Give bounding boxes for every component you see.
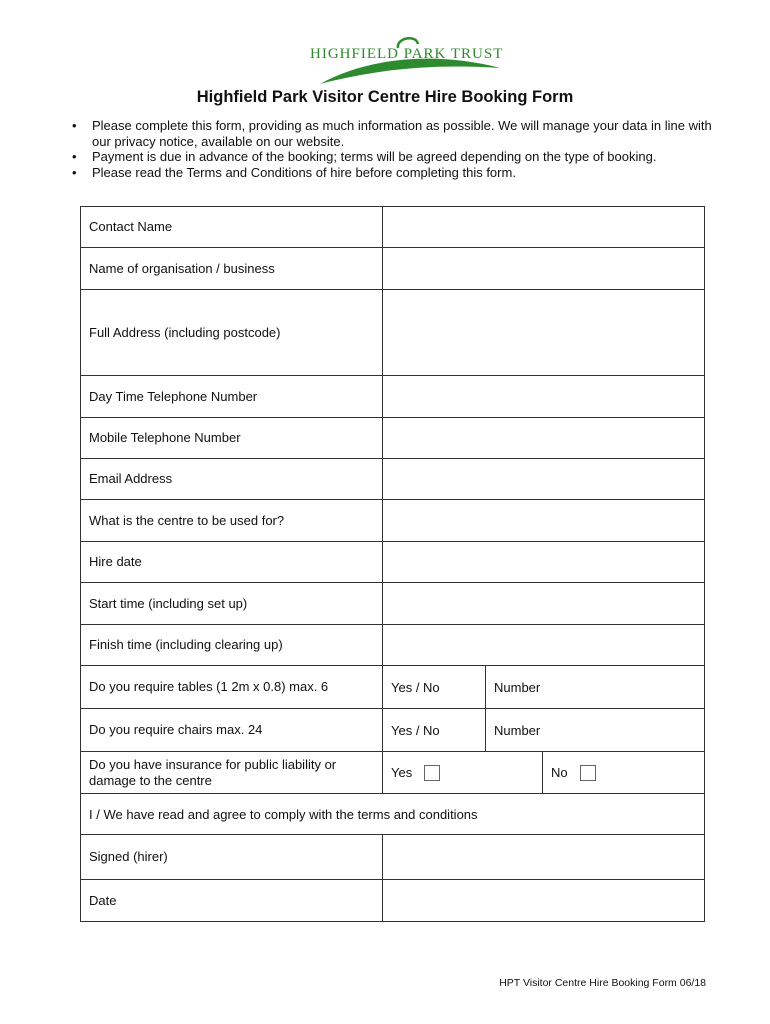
label-daytime-phone: Day Time Telephone Number <box>81 376 383 417</box>
insurance-no-label: No <box>551 765 568 780</box>
instructions-list <box>72 118 712 180</box>
footer-reference: HPT Visitor Centre Hire Booking Form 06/18 <box>499 977 706 989</box>
label-mobile-phone: Mobile Telephone Number <box>81 418 383 458</box>
label-chairs: Do you require chairs max. 24 <box>81 709 383 751</box>
row-mobile-phone <box>80 418 705 459</box>
logo <box>300 34 510 88</box>
chairs-number[interactable]: Number <box>494 722 541 738</box>
row-daytime-phone <box>80 376 705 418</box>
label-signed: Signed (hirer) <box>81 835 383 879</box>
input-email[interactable] <box>383 459 704 499</box>
row-usage <box>80 500 705 542</box>
insurance-no-checkbox[interactable] <box>580 765 596 781</box>
instruction-item: • Please read the Terms and Conditions of hire before completing this form. <box>72 165 712 181</box>
page-title: Highfield Park Visitor Centre Hire Booking Form <box>196 88 574 106</box>
input-signed[interactable] <box>383 835 704 879</box>
row-contact-name <box>80 206 705 248</box>
chairs-yes-no[interactable]: Yes / No <box>383 709 486 751</box>
row-chairs <box>80 709 705 752</box>
input-date[interactable] <box>383 880 704 921</box>
insurance-no-option[interactable] <box>543 752 704 793</box>
label-email: Email Address <box>81 459 383 499</box>
input-contact-name[interactable] <box>383 207 704 247</box>
label-finish-time: Finish time (including clearing up) <box>81 625 383 665</box>
row-address <box>80 290 705 376</box>
row-insurance <box>80 752 705 794</box>
label-organisation: Name of organisation / business <box>81 248 383 289</box>
tables-yes-no[interactable]: Yes / No <box>383 666 486 708</box>
logo-text: HIGHFIELD PARK TRUST <box>310 46 504 62</box>
agree-statement: I / We have read and agree to comply with the terms and conditions <box>89 806 478 822</box>
label-insurance: Do you have insurance for public liability or damage to the centre <box>81 752 383 793</box>
instruction-item: • Please complete this form, providing as much information as possible. We will manage your data in line with our privacy notice, available on our website. <box>72 118 712 149</box>
insurance-yes-label: Yes <box>391 765 413 780</box>
row-email <box>80 459 705 500</box>
insurance-yes-option[interactable] <box>383 752 543 793</box>
row-hire-date <box>80 542 705 583</box>
label-tables: Do you require tables (1 2m x 0.8) max. 6 <box>81 666 383 708</box>
label-date: Date <box>81 880 383 921</box>
label-start-time: Start time (including set up) <box>81 583 383 624</box>
input-mobile-phone[interactable] <box>383 418 704 458</box>
input-usage[interactable] <box>383 500 704 541</box>
insurance-yes-checkbox[interactable] <box>424 765 440 781</box>
row-organisation <box>80 248 705 290</box>
input-start-time[interactable] <box>383 583 704 624</box>
row-signed <box>80 835 705 880</box>
instruction-item: • Payment is due in advance of the booking; terms will be agreed depending on the type of booking. <box>72 149 712 165</box>
input-hire-date[interactable] <box>383 542 704 582</box>
input-finish-time[interactable] <box>383 625 704 665</box>
label-usage: What is the centre to be used for? <box>81 500 383 541</box>
row-date <box>80 880 705 922</box>
label-contact-name: Contact Name <box>81 207 383 247</box>
label-hire-date: Hire date <box>81 542 383 582</box>
row-tables <box>80 666 705 709</box>
input-address[interactable] <box>383 290 704 375</box>
row-start-time <box>80 583 705 625</box>
tables-number[interactable]: Number <box>494 679 541 695</box>
input-daytime-phone[interactable] <box>383 376 704 417</box>
row-finish-time <box>80 625 705 666</box>
input-organisation[interactable] <box>383 248 704 289</box>
label-address: Full Address (including postcode) <box>81 290 383 375</box>
booking-form-table <box>80 206 705 922</box>
row-agree <box>80 794 705 835</box>
